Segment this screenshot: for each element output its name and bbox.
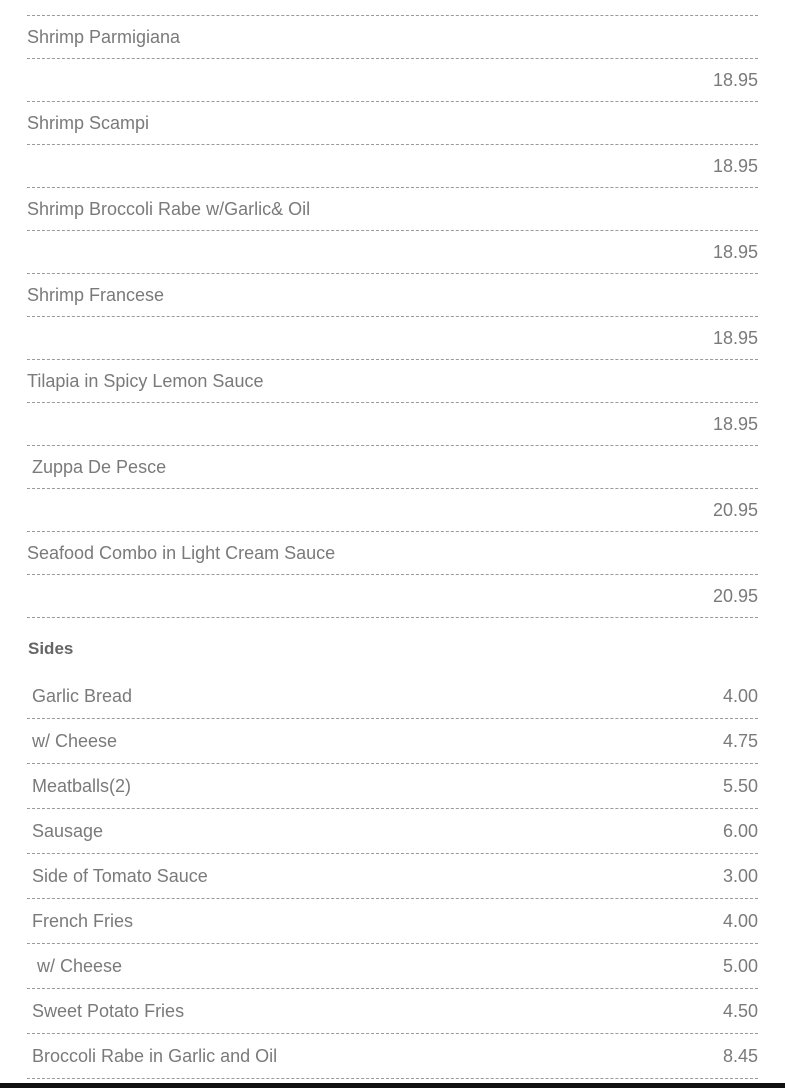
side-item — [27, 944, 758, 988]
menu-section-seafood — [27, 0, 758, 1079]
side-item-price: 5.50 — [722, 776, 758, 796]
menu-item-price: 18.95 — [712, 328, 758, 348]
menu-item-name: Seafood Combo in Light Cream Sauce — [27, 543, 336, 563]
side-item — [27, 719, 758, 763]
side-item — [27, 1034, 758, 1078]
menu-item-name: Tilapia in Spicy Lemon Sauce — [27, 371, 264, 391]
bottom-edge-bar — [0, 1083, 785, 1088]
menu-item-price: 20.95 — [712, 500, 758, 520]
menu-item-name: Shrimp Francese — [27, 285, 165, 305]
menu-item-price: 18.95 — [712, 242, 758, 262]
section-heading-sides: Sides — [28, 639, 74, 658]
side-item-name: w/ Cheese — [32, 731, 118, 751]
side-item-price: 3.00 — [722, 866, 758, 886]
side-item — [27, 899, 758, 943]
side-item-name: Garlic Bread — [32, 686, 133, 706]
menu-item-name: Shrimp Broccoli Rabe w/Garlic& Oil — [27, 199, 311, 219]
side-item-name: Sausage — [32, 821, 104, 841]
menu-item-price: 18.95 — [712, 414, 758, 434]
divider — [27, 1078, 758, 1079]
side-item-price: 6.00 — [722, 821, 758, 841]
side-item-price: 4.50 — [722, 1001, 758, 1021]
menu-item-name: Zuppa De Pesce — [27, 457, 167, 477]
menu-item-name: Shrimp Parmigiana — [27, 27, 181, 47]
side-item — [27, 764, 758, 808]
side-item-price: 8.45 — [722, 1046, 758, 1066]
side-item-name: Broccoli Rabe in Garlic and Oil — [32, 1046, 278, 1066]
menu-item-price: 18.95 — [712, 156, 758, 176]
side-item-name: Meatballs(2) — [32, 776, 132, 796]
menu-item-name: Shrimp Scampi — [27, 113, 150, 133]
side-item-name: Side of Tomato Sauce — [32, 866, 208, 886]
side-item — [27, 989, 758, 1033]
side-item-price: 5.00 — [722, 956, 758, 976]
side-item — [27, 674, 758, 718]
side-item — [27, 854, 758, 898]
side-item-name: French Fries — [32, 911, 134, 931]
menu-item-price: 18.95 — [712, 70, 758, 90]
side-item-price: 4.00 — [722, 911, 758, 931]
side-item-price: 4.00 — [722, 686, 758, 706]
side-item-name: w/ Cheese — [32, 956, 123, 976]
side-item-price: 4.75 — [722, 731, 758, 751]
menu-item-price: 20.95 — [712, 586, 758, 606]
side-item — [27, 809, 758, 853]
side-item-name: Sweet Potato Fries — [32, 1001, 185, 1021]
